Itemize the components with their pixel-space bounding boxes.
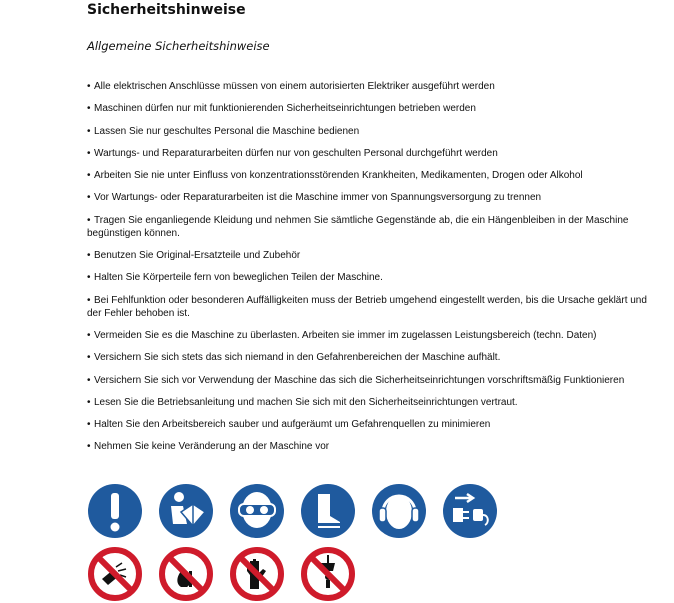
list-item-text: Benutzen Sie Original-Ersatzteile und Zubehör <box>94 250 301 262</box>
list-item-text: Versichern Sie sich vor Verwendung der Maschine das sich die Sicherheitseinrichtungen vorschriftsmäßig Funktionieren <box>94 374 625 386</box>
list-item <box>87 147 647 160</box>
list-item <box>87 169 647 182</box>
bullet: • <box>87 352 91 364</box>
list-item <box>87 102 647 115</box>
bullet: • <box>87 214 91 226</box>
bullet: • <box>87 419 91 431</box>
list-item-text: Halten Sie den Arbeitsbereich sauber und aufgeräumt um Gefahrenquellen zu minimieren <box>94 419 491 431</box>
general-mandatory-icon <box>86 482 144 540</box>
list-item-text: Vermeiden Sie es die Maschine zu überlasten. Arbeiten sie immer im zugelassen Leistungsbereich (techn. Daten) <box>94 329 597 341</box>
page-title: Sicherheitshinweise <box>87 2 246 18</box>
bullet: • <box>87 147 91 159</box>
list-item <box>87 351 647 364</box>
bullet: • <box>87 250 91 262</box>
list-item <box>87 374 647 387</box>
list-item <box>87 271 647 284</box>
list-item <box>87 440 647 453</box>
bullet: • <box>87 170 91 182</box>
read-manual-icon <box>157 482 215 540</box>
no-touching-icon <box>228 545 286 603</box>
bullet: • <box>87 294 91 306</box>
list-item-text: Tragen Sie enganliegende Kleidung und nehmen Sie sämtliche Gegenstände ab, die ein Hängenbleiben in der Maschine begünstigen können. <box>87 214 629 239</box>
list-item <box>87 329 647 342</box>
list-item-text: Lassen Sie nur geschultes Personal die Maschine bedienen <box>94 125 360 137</box>
list-item <box>87 125 647 138</box>
list-item <box>87 80 647 93</box>
list-item-text: Nehmen Sie keine Veränderung an der Maschine vor <box>94 441 330 453</box>
bullet: • <box>87 396 91 408</box>
bullet: • <box>87 192 91 204</box>
list-item-text: Wartungs- und Reparaturarbeiten dürfen nur von geschulten Personal durchgeführt werden <box>94 147 498 159</box>
list-item-text: Halten Sie Körperteile fern von beweglichen Teilen der Maschine. <box>94 272 383 284</box>
list-item <box>87 396 647 409</box>
list-item <box>87 191 647 204</box>
bullet: • <box>87 125 91 137</box>
bullet: • <box>87 272 91 284</box>
ear-protection-icon <box>370 482 428 540</box>
list-item-text: Alle elektrischen Anschlüsse müssen von einem autorisierten Elektriker ausgeführt werden <box>94 81 495 92</box>
eye-protection-icon <box>228 482 286 540</box>
list-item <box>87 214 647 240</box>
list-item-text: Bei Fehlfunktion oder besonderen Auffälligkeiten muss der Betrieb umgehend eingestellt werden, bis die Ursache geklärt und der Fehler behoben ist. <box>87 294 647 319</box>
section-subtitle: Allgemeine Sicherheitshinweise <box>87 39 270 53</box>
bullet: • <box>87 374 91 386</box>
no-standing-under-load-icon <box>299 545 357 603</box>
no-spraying-icon <box>86 545 144 603</box>
safety-list <box>87 80 647 463</box>
no-open-flame-icon <box>157 545 215 603</box>
bullet: • <box>87 329 91 341</box>
list-item <box>87 249 647 262</box>
list-item <box>87 418 647 431</box>
list-item-text: Versichern Sie sich stets das sich niemand in den Gefahrenbereichen der Maschine aufhält. <box>94 352 501 364</box>
bullet: • <box>87 81 91 92</box>
list-item-text: Arbeiten Sie nie unter Einfluss von konzentrationsstörenden Krankheiten, Medikamenten, Drogen oder Alkohol <box>94 170 583 182</box>
bullet: • <box>87 441 91 453</box>
disconnect-power-icon <box>441 482 499 540</box>
list-item-text: Vor Wartungs- oder Reparaturarbeiten ist die Maschine immer von Spannungsversorgung zu trennen <box>94 192 542 204</box>
bullet: • <box>87 103 91 115</box>
list-item-text: Maschinen dürfen nur mit funktionierenden Sicherheitseinrichtungen betrieben werden <box>94 103 476 115</box>
safety-boots-icon <box>299 482 357 540</box>
list-item <box>87 294 647 320</box>
list-item-text: Lesen Sie die Betriebsanleitung und machen Sie sich mit den Sicherheitseinrichtungen vertraut. <box>94 396 518 408</box>
